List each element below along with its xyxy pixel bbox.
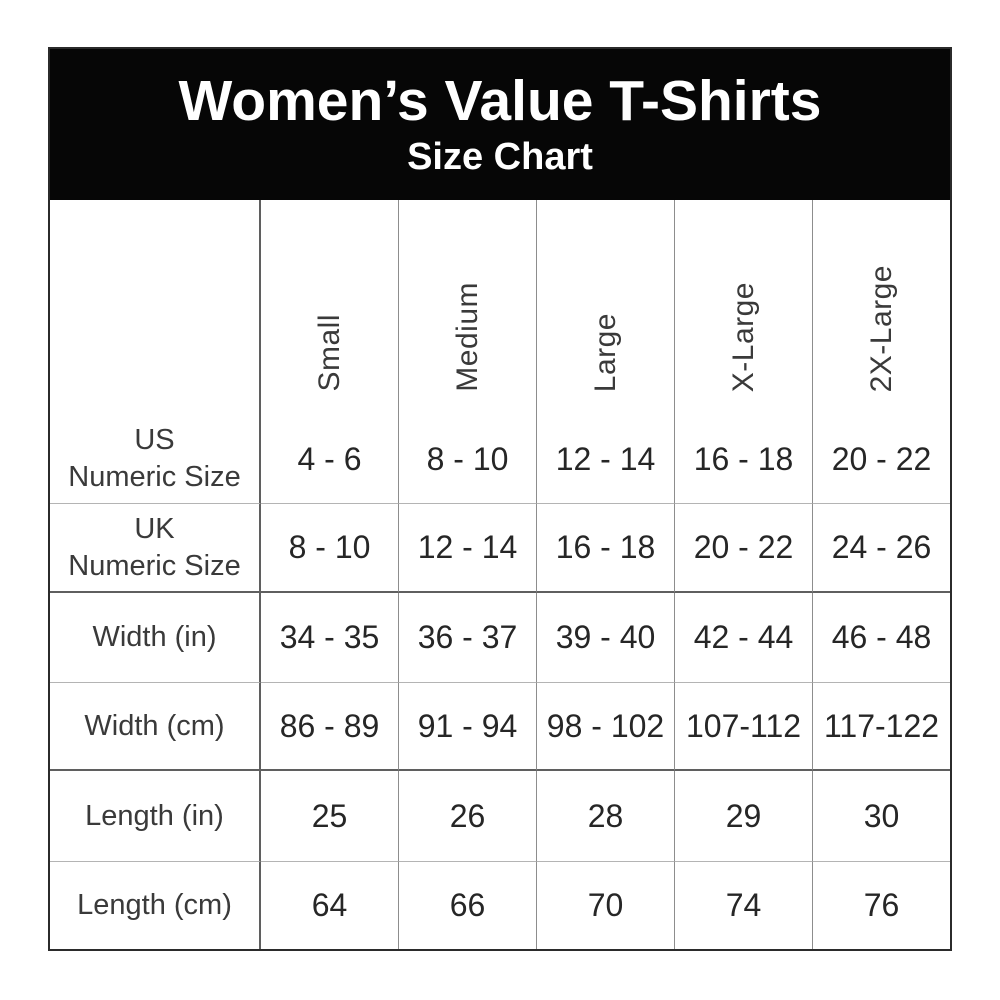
row-label-line: Length (in) (85, 799, 224, 832)
value-cell: 4 - 6 (261, 415, 399, 504)
value-cell: 76 (813, 862, 950, 949)
column-header-large (537, 200, 675, 415)
column-header-label: X-Large (726, 281, 760, 392)
value-cell: 64 (261, 862, 399, 949)
value-cell: 117-122 (813, 683, 950, 771)
chart-title: Women’s Value T-Shirts (178, 68, 822, 133)
row-label-width-cm (50, 683, 261, 771)
value-cell: 98 - 102 (537, 683, 675, 771)
column-header-label: Small (312, 314, 346, 392)
row-label-uk-numeric-size (50, 504, 261, 593)
value-cell: 46 - 48 (813, 593, 950, 683)
row-label-line: Numeric Size (68, 461, 241, 493)
value-cell: 28 (537, 771, 675, 862)
row-label-line: Length (cm) (77, 889, 232, 921)
row-label-line: Width (in) (92, 621, 217, 653)
value-cell: 8 - 10 (399, 415, 537, 504)
value-cell: 66 (399, 862, 537, 949)
value-cell: 16 - 18 (537, 504, 675, 593)
column-header-small (261, 200, 399, 415)
value-cell: 12 - 14 (399, 504, 537, 593)
value-cell: 26 (399, 771, 537, 862)
value-cell: 29 (675, 771, 813, 862)
value-cell: 24 - 26 (813, 504, 950, 593)
column-header-2x-large (813, 200, 950, 415)
row-label-line: Numeric Size (68, 549, 241, 582)
column-header-x-large (675, 200, 813, 415)
value-cell: 20 - 22 (813, 415, 950, 504)
value-cell: 12 - 14 (537, 415, 675, 504)
column-header-label: Large (588, 312, 622, 392)
value-cell: 86 - 89 (261, 683, 399, 771)
chart-header (50, 49, 950, 200)
value-cell: 42 - 44 (675, 593, 813, 683)
value-cell: 39 - 40 (537, 593, 675, 683)
chart-subtitle: Size Chart (407, 135, 593, 178)
row-label-width-in (50, 593, 261, 683)
size-chart-table (48, 47, 952, 951)
value-cell: 34 - 35 (261, 593, 399, 683)
value-cell: 16 - 18 (675, 415, 813, 504)
column-header-medium (399, 200, 537, 415)
corner-cell (50, 200, 261, 415)
value-cell: 74 (675, 862, 813, 949)
row-label-us-numeric-size (50, 415, 261, 504)
row-label-line: Width (cm) (84, 709, 225, 742)
column-header-label: Medium (450, 282, 484, 392)
value-cell: 20 - 22 (675, 504, 813, 593)
row-label-length-cm (50, 862, 261, 949)
value-cell: 70 (537, 862, 675, 949)
value-cell: 36 - 37 (399, 593, 537, 683)
value-cell: 25 (261, 771, 399, 862)
value-cell: 91 - 94 (399, 683, 537, 771)
value-cell: 30 (813, 771, 950, 862)
value-cell: 107-112 (675, 683, 813, 771)
column-header-label: 2X-Large (864, 264, 898, 392)
row-label-length-in (50, 771, 261, 862)
value-cell: 8 - 10 (261, 504, 399, 593)
row-label-line: UK (134, 512, 175, 545)
row-label-line: US (134, 424, 175, 456)
